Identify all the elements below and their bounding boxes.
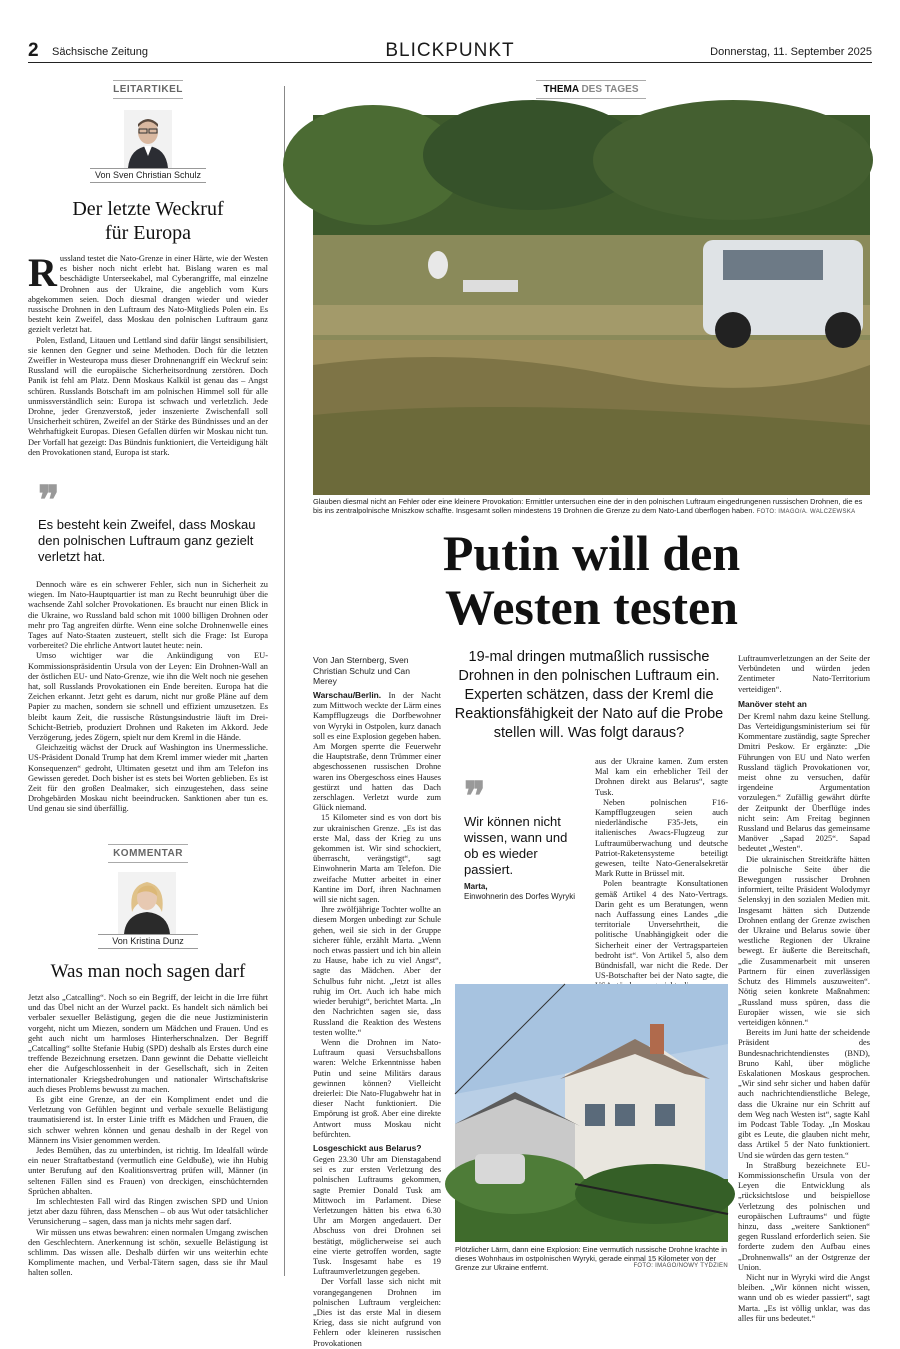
thema-col4-p6: Nicht nur in Wyryki wird die Angst bleiben. „Wir können nicht wissen, wann und ob es wieder passiert“, sagt Marta. „Es ist völlig unklar, was das alles für uns bedeutet.“ — [738, 1272, 870, 1323]
thema-lead: 19-mal dringen mutmaßlich russische Drohnen in den polnischen Luftraum ein. Experten schätzen, dass der Kreml die Reaktionsfähigkeit der Nato auf die Probe stellen will. Was folgt daraus? — [454, 649, 724, 741]
thema-col1-p4: Wenn die Drohnen im Nato-Luftraum quasi Versuchsballons waren: Welche Erkenntnisse haben Putin und seine Militärs daraus gewinnen können? Vielleicht dreierlei: Die Nato-Flugabwehr hat in dieser Nacht funktioniert. Die Empörung ist groß. Aber eine direkte Antwort muss Moskau nicht befürchten. — [313, 1037, 441, 1139]
thema-col4-p4: Bereits im Juni hatte der scheidende Präsident des Bundesnachrichtendienstes (BND), Bruno Kahl, über mögliche Eskalationen Moskaus gesprochen. „Wir sind sehr sicher und haben dafür auch nachrichtendienstliche Belege, dass die Ukraine nur ein Schritt auf dem Weg nach Westen ist“, sagte Kahl im Podcast Table Today. „In Moskau gibt es Leute, die glauben nicht mehr, dass Artikel 5 der Nato funktioniert. Und sie würden das gern testen.“ — [738, 1028, 870, 1160]
leitartikel-p5: Gleichzeitig wächst der Druck auf Washington ins Unermessliche. US-Präsident Donald Trump hat dem Kreml immer wieder mit „harten Konsequenzen“ gedroht, Ultimaten gesetzt und ihm am Telefon ins Gewissen geredet. Doch bisher ist es stets bei Worten geblieben. Es ist Zeit für den großen Dealmaker, sich einzugestehen, dass seine Drohgebärden Moskau nicht beeindrucken. Sanktionen aber tun es. Und genau sie sind überfällig. — [28, 743, 268, 814]
photo2-caption-text: Plötzlicher Lärm, dann eine Explosion: Eine vermutlich russische Drohne krachte in dieses Wohnhaus im ostpolnischen Wyryki, gerade einmal 15 Kilometer von der Grenze zur Ukraine entfernt. — [455, 1245, 727, 1272]
thema-col4-p5: In Straßburg bezeichnete EU-Kommissionschefin Ursula von der Leyen die Entwicklung als „rücksichtslose und beispiellose Verletzung des polnischen und europäischen Luftraums“ und fügte hinzu, dass „weitere Sanktionen“ gegen Russland erforderlich seien. Sie forderte zudem den Aufbau eines „Drohnenwalls“ an der Ostgrenze der Union. — [738, 1160, 870, 1272]
kommentar-byline: Von Kristina Dunz — [112, 936, 184, 946]
photo1-caption-text: Glauben diesmal nicht an Fehler oder eine kleinere Provokation: Ermittler untersuchen eine der in den polnischen Luftraum eingedrungenen russischen Drohnen, die es bis ins zentralpolnische Mniszkow schaffte. Insgesamt sollen mindestens 19 Drohnen die Grenze zu dem Nato-Land überflogen haben. — [313, 497, 863, 515]
photo1-credit: FOTO: IMAGO/A. WALCZEWSKA — [756, 509, 856, 515]
dateline: Warschau/Berlin. — [313, 690, 382, 700]
kommentar-p5: Wir müssen uns etwas bewahren: einen normalen Umgang zwischen den Geschlechtern. Anerkennung ist schön, sexuelle Belästigung ist schlimm. Das wissen alle. Deshalb dürfen wir uns weiterhin echte Komplimente machen, und Verbal-Tätern sagen, dass sie ihr Maul halten sollen. — [28, 1227, 268, 1278]
thema-col4-p2: Der Kreml nahm dazu keine Stellung. Das Verteidigungsministerium sei für Kommentare zuständig, sagte Sprecher Dmitri Peskow. Er ergänzte: „Die Führungen von EU und Nato werfen Russland täglich Provokationen vor, meist ohne zu versuchen, dafür irgendeine Argumentation vorzulegen.“ Zufällig gewährt dürfte der Zeitpunkt der Überflüge indes nicht sein: Am Freitag beginnen Russland und Belarus das gemeinsame Manöver „Sapad 2025“. Sapad bedeutet „Westen“. — [738, 711, 870, 854]
thema-kicker-b: DES TAGES — [578, 84, 639, 95]
dropcap: R — [28, 250, 57, 295]
kommentar-body — [28, 993, 268, 1278]
page-number: 2 — [28, 40, 39, 61]
photo-drone-field — [313, 115, 870, 495]
kommentar-p3: Jedes Bemühen, das zu unterbinden, ist richtig. Im Idealfall würde ein neuer Straftatbestand (vermutlich eine Geldbuße), wie ihn Hubig unter Berufung auf den Koalitionsvertrag prüfen will, Männer (in seltenen Fällen sind es Frauen) von dreckigen, einschüchternden Sprüchen abhalten. — [28, 1146, 268, 1196]
byline-rule — [98, 934, 198, 935]
leitartikel-headline-line2: für Europa — [104, 222, 192, 244]
photo-damaged-house — [455, 984, 728, 1242]
leitartikel-pull-quote: Es besteht kein Zweifel, dass Moskau den polnischen Luftraum ganz gezielt verletzt hat. — [38, 517, 256, 564]
thema-kicker-a: THEMA — [543, 84, 579, 95]
subhead-manoever: Manöver steht an — [738, 698, 807, 709]
leitartikel-p4: Umso wichtiger war die Ankündigung von EU-Kommissionspräsidentin Ursula von der Leyen: Ein Drohnen-Wall an der östlichen EU- und Nato-Grenze, wie ihn die Welt noch nie gesehen hat, soll Russlands Provokationen ein Ende bereiten. Europa hat die Zeichen erkannt. Jetzt geht es darum, nicht nur große Pläne auf dem Papier zu machen, sondern sie schnell und effizient umzusetzen. Es bleibt kaum Zeit, die russische Rüstungsindustrie läuft im Drei-Schicht-Betrieb, produziert Drohnen und Raketen im Akkord. Jede Verzögerung, jedes Zögern, spielt nur dem Kreml in die Hände. — [28, 651, 268, 743]
column-divider — [284, 86, 285, 1276]
leitartikel-p3: Dennoch wäre es ein schwerer Fehler, sich nun in Sicherheit zu wiegen. Im Nato-Hauptquartier ist man zu Recht beunruhigt über die wachsende Zahl solcher Provokationen. Es braucht nur einen Blick in die Ukraine, wo Russland bald schon mit 1000 billigen Drohnen oder mehr pro Tag angreifen dürfte. Wenn eine solche Drohnenwelle eines Tages auf Nato-Staaten zusteuert, stellt sich die Frage: Ist Europa vorbereitet? Die ehrliche Antwort lautet heute: nein. — [28, 580, 268, 651]
quote-role: Einwohnerin des Dorfes Wyryki — [464, 892, 576, 901]
thema-col4-p3: Die ukrainischen Streitkräfte hätten die polnische Seite über die Bewegungen russischer Drohnen informiert, teilte Präsident Wolodymyr Selenskyj in den sozialen Medien mit. Insgesamt hätten sich Dutzende Drohnen entlang der Grenze zwischen der Ukraine und Belarus sowie über westliche Regionen der Ukraine bewegt. Er äußerte die Bereitschaft, „die Zusammenarbeit mit unseren Partnern für einen zuverlässigen Schutz des Himmels auszuweiten“. Nötig seien konkrete Maßnahmen: „Russland muss spüren, dass die Europäer wissen, wie sie sich verteidigen können.“ — [738, 854, 870, 1027]
leitartikel-byline: Von Sven Christian Schulz — [94, 170, 202, 180]
paper-name: Sächsische Zeitung — [52, 46, 148, 58]
thema-col3-p3: Polen beantragte Konsultationen gemäß Artikel 4 des Nato-Vertrags. Darin geht es um Beratungen, wenn nach Auffassung eines Landes „die territoriale Unversehrtheit, die politische Unabhängigkeit oder die Sicherheit einer der Vertragsparteien bedroht ist“. Von Artikel 5, also dem Bündnisfall, war nicht die Rede. Der US-Botschafter bei der Nato sagte, die — [595, 879, 728, 981]
photo1-caption — [313, 497, 870, 519]
byline-rule — [98, 948, 198, 949]
author-portrait-schulz — [124, 110, 172, 168]
thema-headline-line2: Westen testen — [445, 579, 738, 635]
thema-col1-p5: Gegen 23.30 Uhr am Dienstagabend sei es zur ersten Verletzung des polnischen Luftraums gekommen, sagte Premier Donald Tusk am Mittwoch im Parlament. Diese Verletzungen hätten bis etwa 6.30 Uhr am Morgen angedauert. Der Abschuss von drei Drohnen sei bestätigt, möglicherweise sei auch eine vierte getroffen worden, sagte Tusk. Insgesamt habe es 19 Luftraumverletzungen gegeben. — [313, 1154, 441, 1277]
leitartikel-p2: Polen, Estland, Litauen und Lettland sind dafür längst sensibilisiert, sie kennen den Gegner und seine Methoden. Doch für die letzten Zweifler in Westeuropa muss dieser Drohnenangriff ein Weckruf sein: Russland will die europäische Sicherheitsordnung zerstören. Doch Panik ist fehl am Platz. Denn Moskaus Kalkül ist genau das – Angst schüren. Russlands Botschaft im am polnischen Himmel soll für alle unmissverständlich sein: Europa ist schwach und verletzlich. Jede Drohne, jeder Grenzverstoß, jeder inszenierte Zwischenfall soll Unsicherheit schüren, Zweifel an der Stärke des Bündnisses und an der Wehrhaftigkeit Europas. Diesen Gefallen dürfen wir Moskau nicht tun. Der Vorfall hat gezeigt: Das Bündnis funktioniert, die Verteidigung hält den Provokationen stand, Europa ist stark. — [28, 335, 268, 457]
photo2-credit: FOTO: IMAGO/NOWY TYDZIEN — [633, 1263, 728, 1269]
thema-col4 — [738, 654, 870, 1323]
thema-pull-quote: Wir können nicht wissen, wann und ob es wieder passiert. — [464, 814, 568, 877]
byline-rule — [90, 168, 206, 169]
photo2-caption — [455, 1245, 728, 1275]
kommentar-p4: Im schlechtesten Fall wird das Ringen zwischen SPD und Union jetzt aber dazu führen, dass Menschen – ob aus Wut oder tatsächlicher Verunsicherung – sagen, dass man ja nichts mehr sagen darf. — [28, 1197, 268, 1227]
thema-col4-p1: Luftraumverletzungen an der Seite der Verbündeten und würden jeden Zentimeter Nato-Territorium verteidigen“. — [738, 654, 870, 694]
author-portrait-dunz — [118, 872, 176, 934]
subhead-belarus: Losgeschickt aus Belarus? — [313, 1142, 422, 1153]
thema-col3-p1: aus der Ukraine kamen. Zum ersten Mal kam ein erheblicher Teil der Drohnen direkt aus Belarus“, sagte Tusk. — [595, 757, 728, 797]
leitartikel-headline — [28, 197, 268, 245]
header-rule — [28, 62, 872, 63]
thema-col1-p6: Der Vorfall lasse sich nicht mit vorangegangenen Drohnen im polnischen Luftraum vergleichen: „Dies ist das erste Mal in diesem Krieg, dass sie nicht aufgrund von Fehlern oder kleineren russischen Provokationen — [313, 1277, 441, 1348]
leitartikel-headline-line1: Der letzte Weckruf — [72, 198, 224, 220]
thema-col1 — [313, 690, 441, 1348]
byline-rule — [90, 182, 206, 183]
kommentar-p1: Jetzt also „Catcalling“. Noch so ein Begriff, der leicht in die Irre führt und das Übel nicht an der Wurzel packt. Es handelt sich nämlich bei verbaler sexueller Belästigung, gegen die die neue Justizministerin vorgeht, nicht um Miezen, sondern um Mädchen und Frauen. Und es geht auch nicht um harmloses Hinterherschnalzen. Der Begriff „Catcalling“ sollte Stefanie Hubig (SPD) deshalb als Erstes durch eine treffende Bezeichnung ersetzen. Dann gewinnt die Debatte vielleicht eher die Aufgeschlossenheit in der Gesellschaft, sich in Zeiten internationaler Kriegsbedrohungen und nationaler Wirtschaftskrise auch dieses Problems bewusst zu machen. — [28, 993, 268, 1094]
thema-col1-p2: 15 Kilometer sind es von dort bis zur ukrainischen Grenze. „Es ist das erste Mal, dass der Krieg zu uns gekommen ist. Wir sind schockiert, überrascht, verängstigt“, sagt Einwohnerin Marta am Telefon. Die zweifache Mutter arbeitet in einer Kantine im Dorf, ihren Nachnamen will sie nicht sagen. — [313, 813, 441, 905]
section-title: BLICKPUNKT — [385, 40, 515, 61]
leitartikel-kicker: LEITARTIKEL — [113, 84, 183, 95]
thema-kicker-block — [312, 80, 870, 99]
thema-authors: Von Jan Sternberg, Sven Christian Schulz und Can Merey — [313, 655, 410, 686]
thema-headline — [313, 526, 870, 634]
leitartikel-body-top — [28, 250, 268, 474]
thema-col3-p2: Neben polnischen F16-Kampfflugzeugen seien auch niederländische F35-Jets, ein italienisches Awacs-Flugzeug zur Luftraumüberwachung und deutsche Patriot-Raketensysteme beteiligt gewesen, teilte Nato-Generalsekretär Mark Rutte in Brüssel mit. — [595, 797, 728, 879]
thema-col3 — [595, 757, 728, 979]
kommentar-p2: Es gibt eine Grenze, an der ein Kompliment endet und die Verletzung von Gefühlen beginnt und verbale sexuelle Belästigung traumatisierend ist. In erster Linie trifft es Mädchen und Frauen, die sich schwer wehren können und genau deshalb in der Regel von Männern ins Visier genommen werden. — [28, 1095, 268, 1145]
kommentar-kicker-block — [28, 844, 268, 863]
quote-author: Marta, — [464, 882, 488, 891]
thema-col1-p3: Ihre zwölfjährige Tochter wollte an diesem Morgen unbedingt zur Schule gehen, weil sie sich in der Gruppe sicherer fühle, erzählt Marta. „Wenn noch etwas passiert und ich bin allein zu Hause, habe ich zu viel Angst“, sagte das Mädchen. Aber der Schulbus fuhr nicht. „Jetzt ist alles ruhig im Ort. Auch ich habe mich wieder beruhigt“, berichtet Marta. „In den Nachrichten sagen sie, dass Russland die Reaktion des Westens testen wollte.“ — [313, 905, 441, 1037]
thema-headline-line1: Putin will den — [442, 525, 741, 581]
kommentar-headline: Was man noch sagen darf — [50, 961, 246, 982]
leitartikel-body-bottom — [28, 580, 268, 832]
kommentar-kicker: KOMMENTAR — [113, 848, 183, 859]
quotation-mark-icon: ❞ — [464, 774, 486, 819]
leitartikel-p1: ussland testet die Nato-Grenze in einer Härte, wie der Westen es bisher noch nicht erlebt hat. Bislang waren es mal beschädigte Unterseekabel, mal Cyberangriffe, mal einzelne Drohnen aus der Ukraine, die angeblich vom Kurs abgekommen seien. Doch diesmal drangen wieder und wieder russische Drohnen in den Luftraum des Nato-Mitglieds Polen ein. Es besteht kein Zweifel, dass Moskau den polnischen Luftraum ganz gezielt verletzt hat. — [28, 254, 268, 335]
quote-attribution — [464, 882, 594, 902]
thema-col1-p1: In der Nacht zum Mittwoch weckte der Lärm eines Kampfflugzeugs die Dorfbewohner von Wyryki in Ostpolen, kurz danach soll es eine Explosion gegeben haben. Am Morgen sperrte die Feuerwehr die Hauptstraße, denn Trümmer einer abgeschossenen russischen Drohne waren ins Obergeschoss eines Hauses gestürzt und hatten das Dach zerschlagen. Verletzt wurde zum Glück niemand. — [313, 691, 441, 813]
quotation-mark-icon: ❞ — [38, 478, 60, 523]
issue-date: Donnerstag, 11. September 2025 — [710, 46, 872, 58]
leitartikel-kicker-block — [28, 80, 268, 99]
